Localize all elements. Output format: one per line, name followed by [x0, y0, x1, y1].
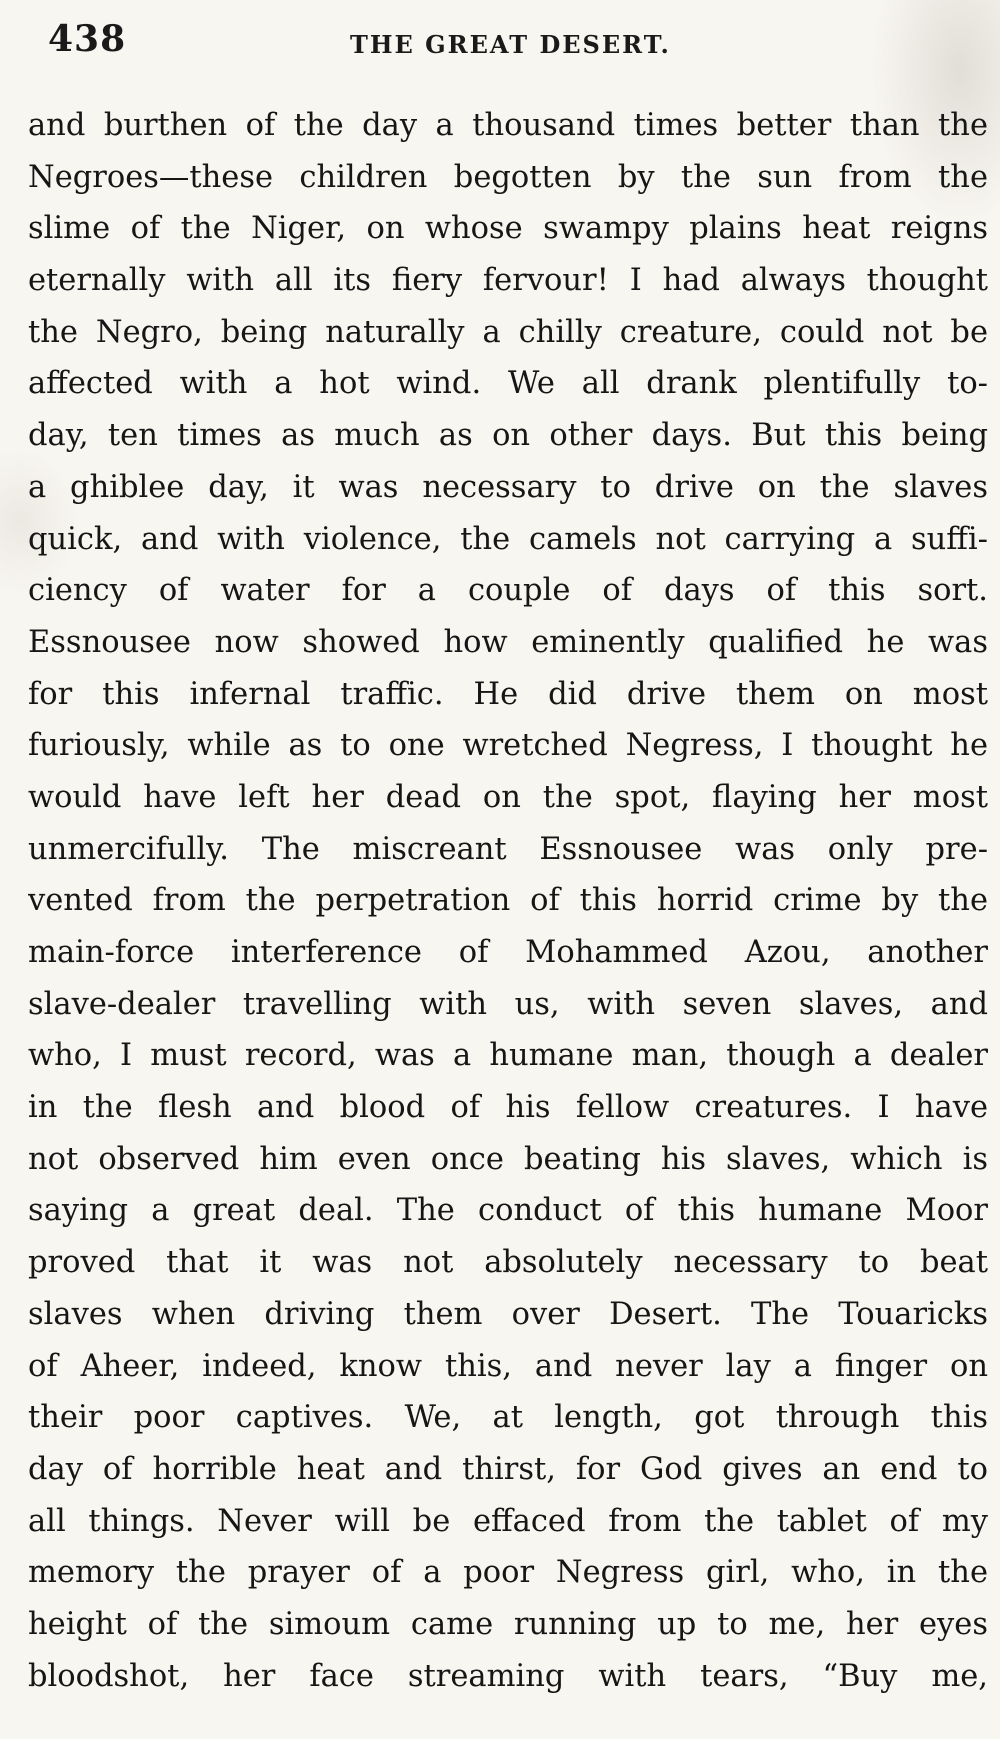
text-line: bloodshot, her face streaming with tears, “Buy me,	[28, 1658, 988, 1694]
body-text	[28, 100, 988, 1702]
text-line: all things. Never will be effaced from the tablet of my	[28, 1503, 988, 1539]
text-line: eternally with all its fiery fervour! I had always thought	[28, 263, 988, 299]
text-line: would have left her dead on the spot, flaying her most	[28, 779, 988, 815]
text-line: not observed him even once beating his slaves, which is	[28, 1141, 988, 1177]
text-line: quick, and with violence, the camels not carrying a suffi-	[28, 521, 988, 557]
text-line: proved that it was not absolutely necessary to beat	[28, 1245, 988, 1281]
text-line: in the flesh and blood of his fellow creatures. I have	[28, 1090, 988, 1126]
text-line: Essnousee now showed how eminently qualified he was	[28, 624, 988, 660]
page-number: 438	[48, 18, 127, 60]
text-line: for this infernal traffic. He did drive them on most	[28, 676, 988, 712]
text-line: furiously, while as to one wretched Negress, I thought he	[28, 728, 988, 764]
text-line: memory the prayer of a poor Negress girl, who, in the	[28, 1555, 988, 1591]
text-line: slime of the Niger, on whose swampy plains heat reigns	[28, 211, 988, 247]
text-line: day of horrible heat and thirst, for God gives an end to	[28, 1451, 988, 1487]
text-line: vented from the perpetration of this horrid crime by the	[28, 883, 988, 919]
text-line: main-force interference of Mohammed Azou, another	[28, 935, 988, 970]
text-line: a ghiblee day, it was necessary to drive on the slaves	[28, 469, 988, 505]
text-line: slave-dealer travelling with us, with seven slaves, and	[28, 986, 988, 1022]
text-line: day, ten times as much as on other days. But this being	[28, 418, 988, 454]
text-line: slaves when driving them over Desert. The Touaricks	[28, 1296, 988, 1332]
text-line: affected with a hot wind. We all drank plentifully to-	[28, 366, 988, 402]
text-line: their poor captives. We, at length, got through this	[28, 1400, 988, 1436]
text-line: Negroes—these children begotten by the sun from the	[28, 159, 988, 195]
text-line: unmercifully. The miscreant Essnousee was only pre-	[28, 831, 988, 867]
text-line: of Aheer, indeed, know this, and never lay a finger on	[28, 1348, 988, 1384]
text-line: height of the simoum came running up to me, her eyes	[28, 1606, 988, 1642]
text-line: saying a great deal. The conduct of this humane Moor	[28, 1193, 988, 1229]
text-line: who, I must record, was a humane man, though a dealer	[28, 1038, 988, 1074]
running-title: THE GREAT DESERT.	[350, 30, 671, 59]
page-header	[48, 18, 978, 78]
text-line: the Negro, being naturally a chilly creature, could not be	[28, 314, 988, 350]
text-line: ciency of water for a couple of days of this sort.	[28, 573, 988, 609]
text-line: and burthen of the day a thousand times better than the	[28, 108, 988, 143]
